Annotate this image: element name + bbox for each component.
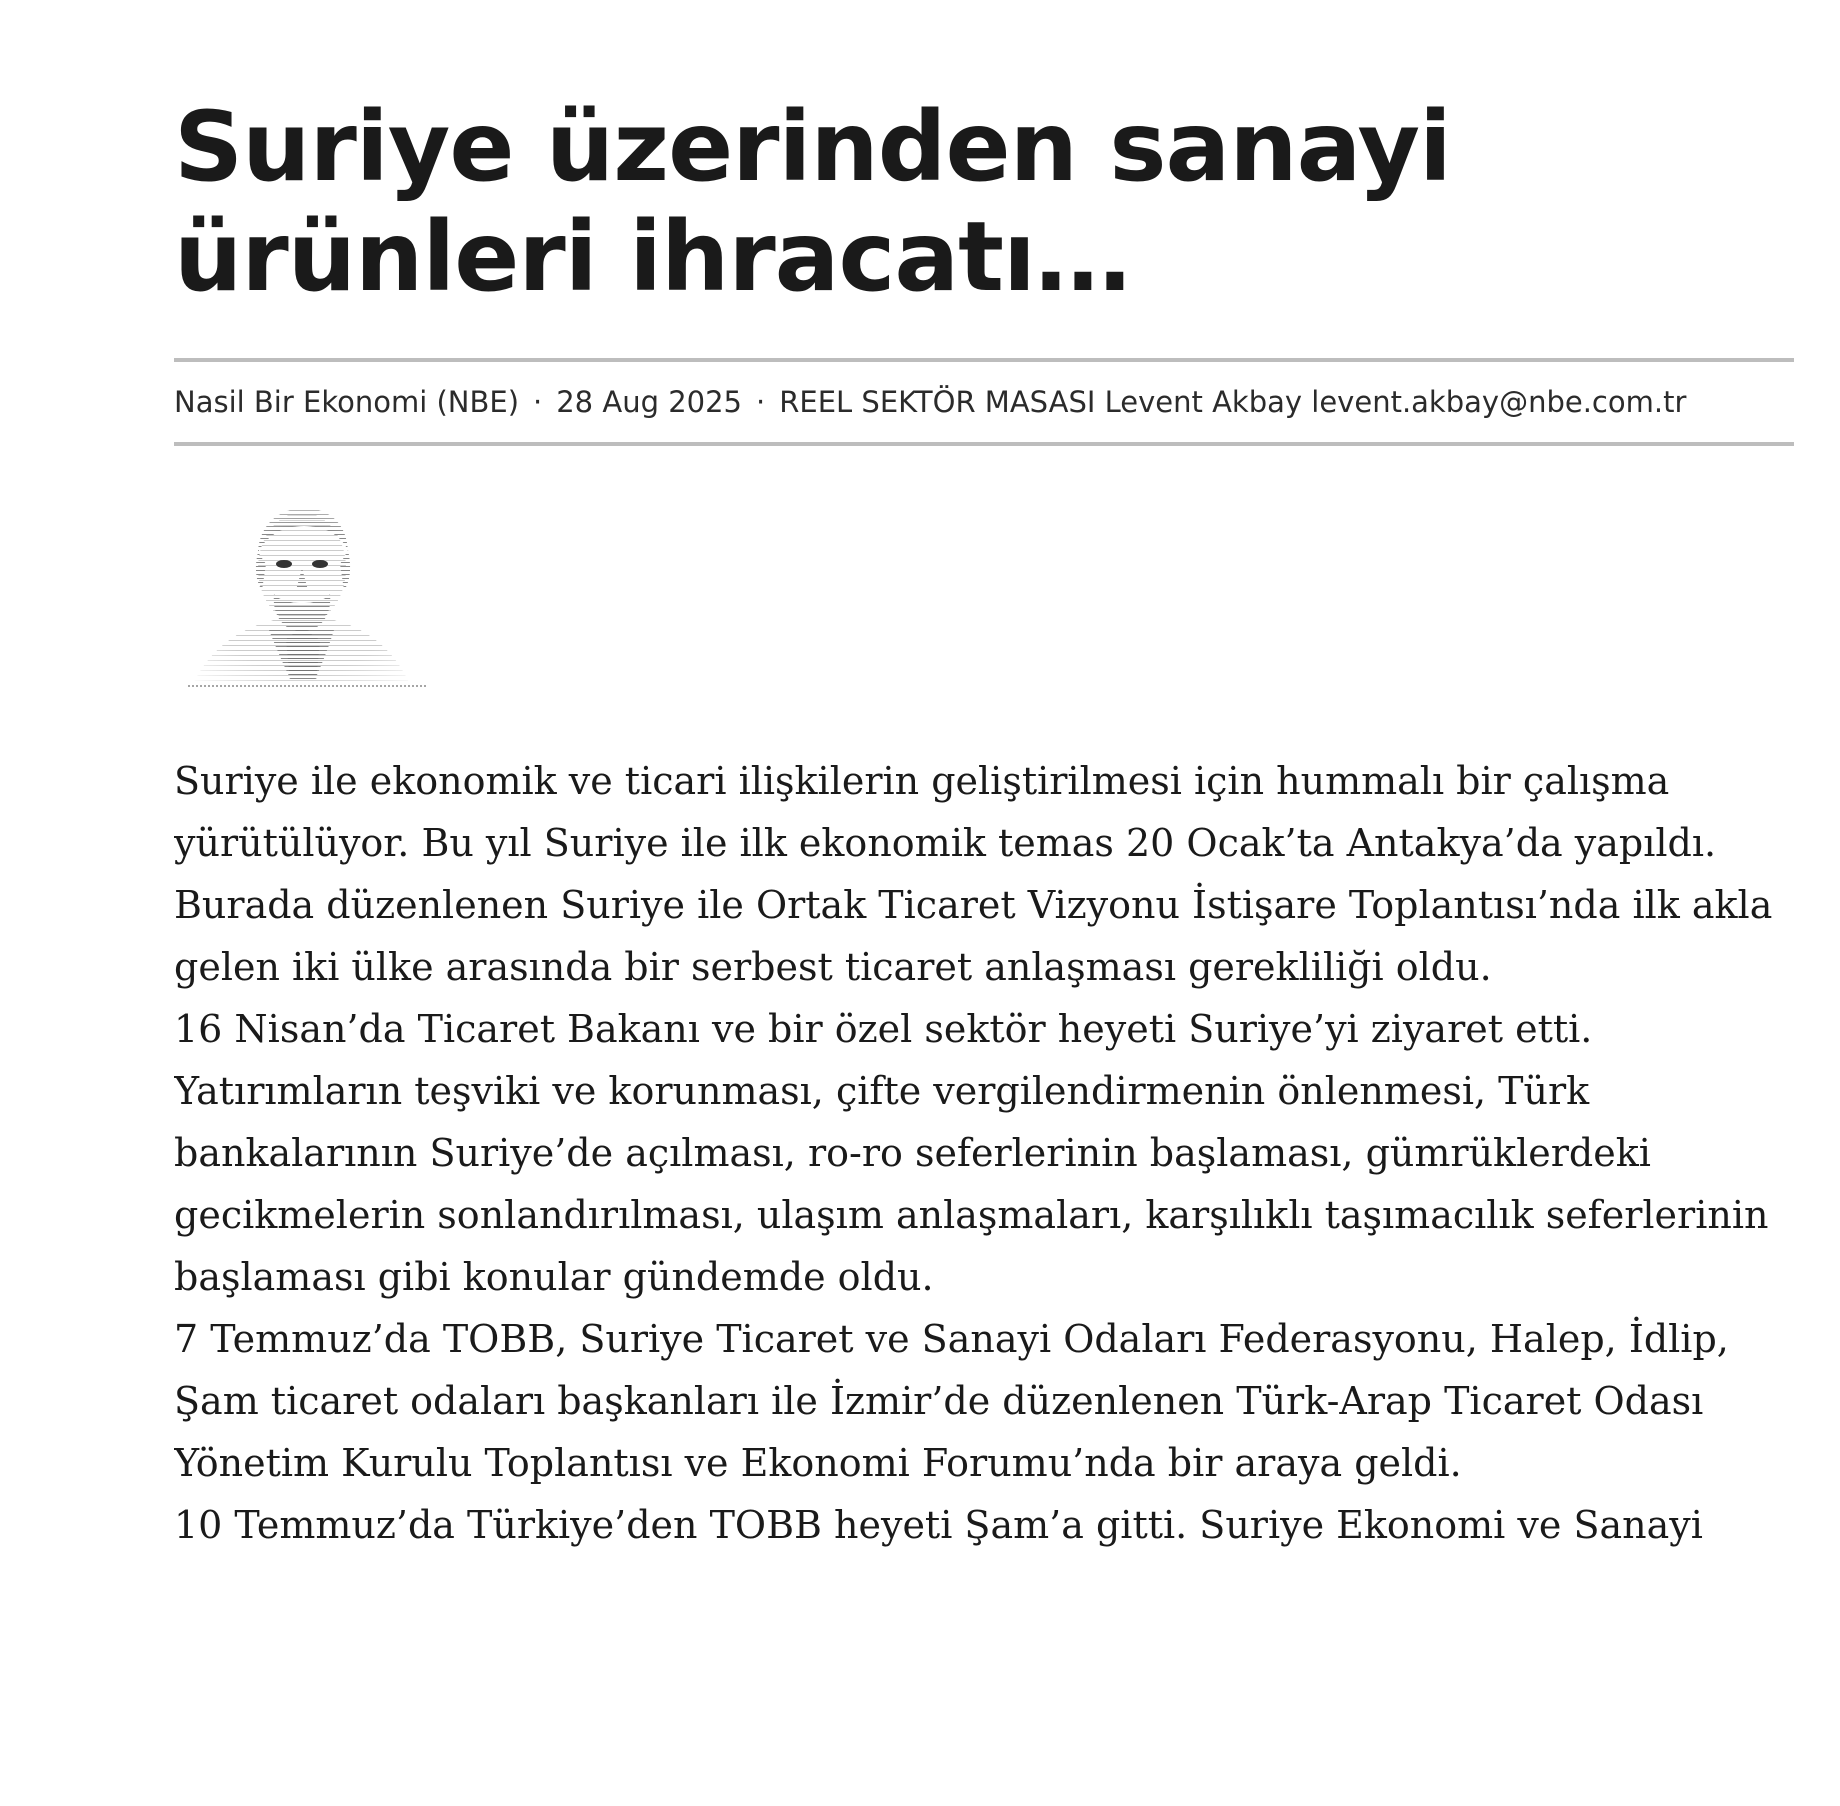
meta-separator: ·	[756, 385, 766, 419]
author-portrait	[174, 490, 434, 690]
body-paragraph: 16 Nisan’da Ticaret Bakanı ve bir özel sektör heyeti Suriye’yi ziyaret etti. Yatırımların teşviki ve korunması, çifte vergilendirmenin önlenmesi, Türk bankalarının Suriye’de açılması, ro-ro seferlerinin başlaması, gümrüklerdeki gecikmelerin sonlandırılması, ulaşım anlaşmaları, karşılıklı taşımacılık seferlerinin başlaması gibi konular gündemde oldu.	[174, 1007, 1769, 1299]
body-paragraph: Suriye ile ekonomik ve ticari ilişkilerin geliştirilmesi için hummalı bir çalışma yürütülüyor. Bu yıl Suriye ile ilk ekonomik temas 20 Ocak’ta Antakya’da yapıldı. Burada düzenlenen Suriye ile Ortak Ticaret Vizyonu İstişare Toplantısı’nda ilk akla gelen iki ülke arasında bir serbest ticaret anlaşması gerekliliği oldu.	[174, 759, 1773, 989]
body-paragraph: 7 Temmuz’da TOBB, Suriye Ticaret ve Sanayi Odaları Federasyonu, Halep, İdlip, Şam ticaret odaları başkanları ile İzmir’de düzenlenen Türk-Arap Ticaret Odası Yönetim Kurulu Toplantısı ve Ekonomi Forumu’nda bir araya geldi.	[174, 1317, 1729, 1485]
body-paragraph: 10 Temmuz’da Türkiye’den TOBB heyeti Şam’a gitti. Suriye Ekonomi ve Sanayi	[174, 1503, 1703, 1547]
article	[174, 92, 1794, 1580]
publication-name: Nasil Bir Ekonomi (NBE)	[174, 385, 520, 419]
article-title: Suriye üzerinden sanayi ürünleri ihracatı…	[174, 91, 1451, 313]
publish-date: 28 Aug 2025	[556, 385, 743, 419]
author-byline: REEL SEKTÖR MASASI Levent Akbay levent.akbay@nbe.com.tr	[779, 385, 1687, 419]
article-meta	[174, 362, 1794, 442]
article-body	[174, 750, 1794, 1580]
meta-separator: ·	[533, 385, 543, 419]
meta-bottom-divider	[174, 442, 1794, 446]
